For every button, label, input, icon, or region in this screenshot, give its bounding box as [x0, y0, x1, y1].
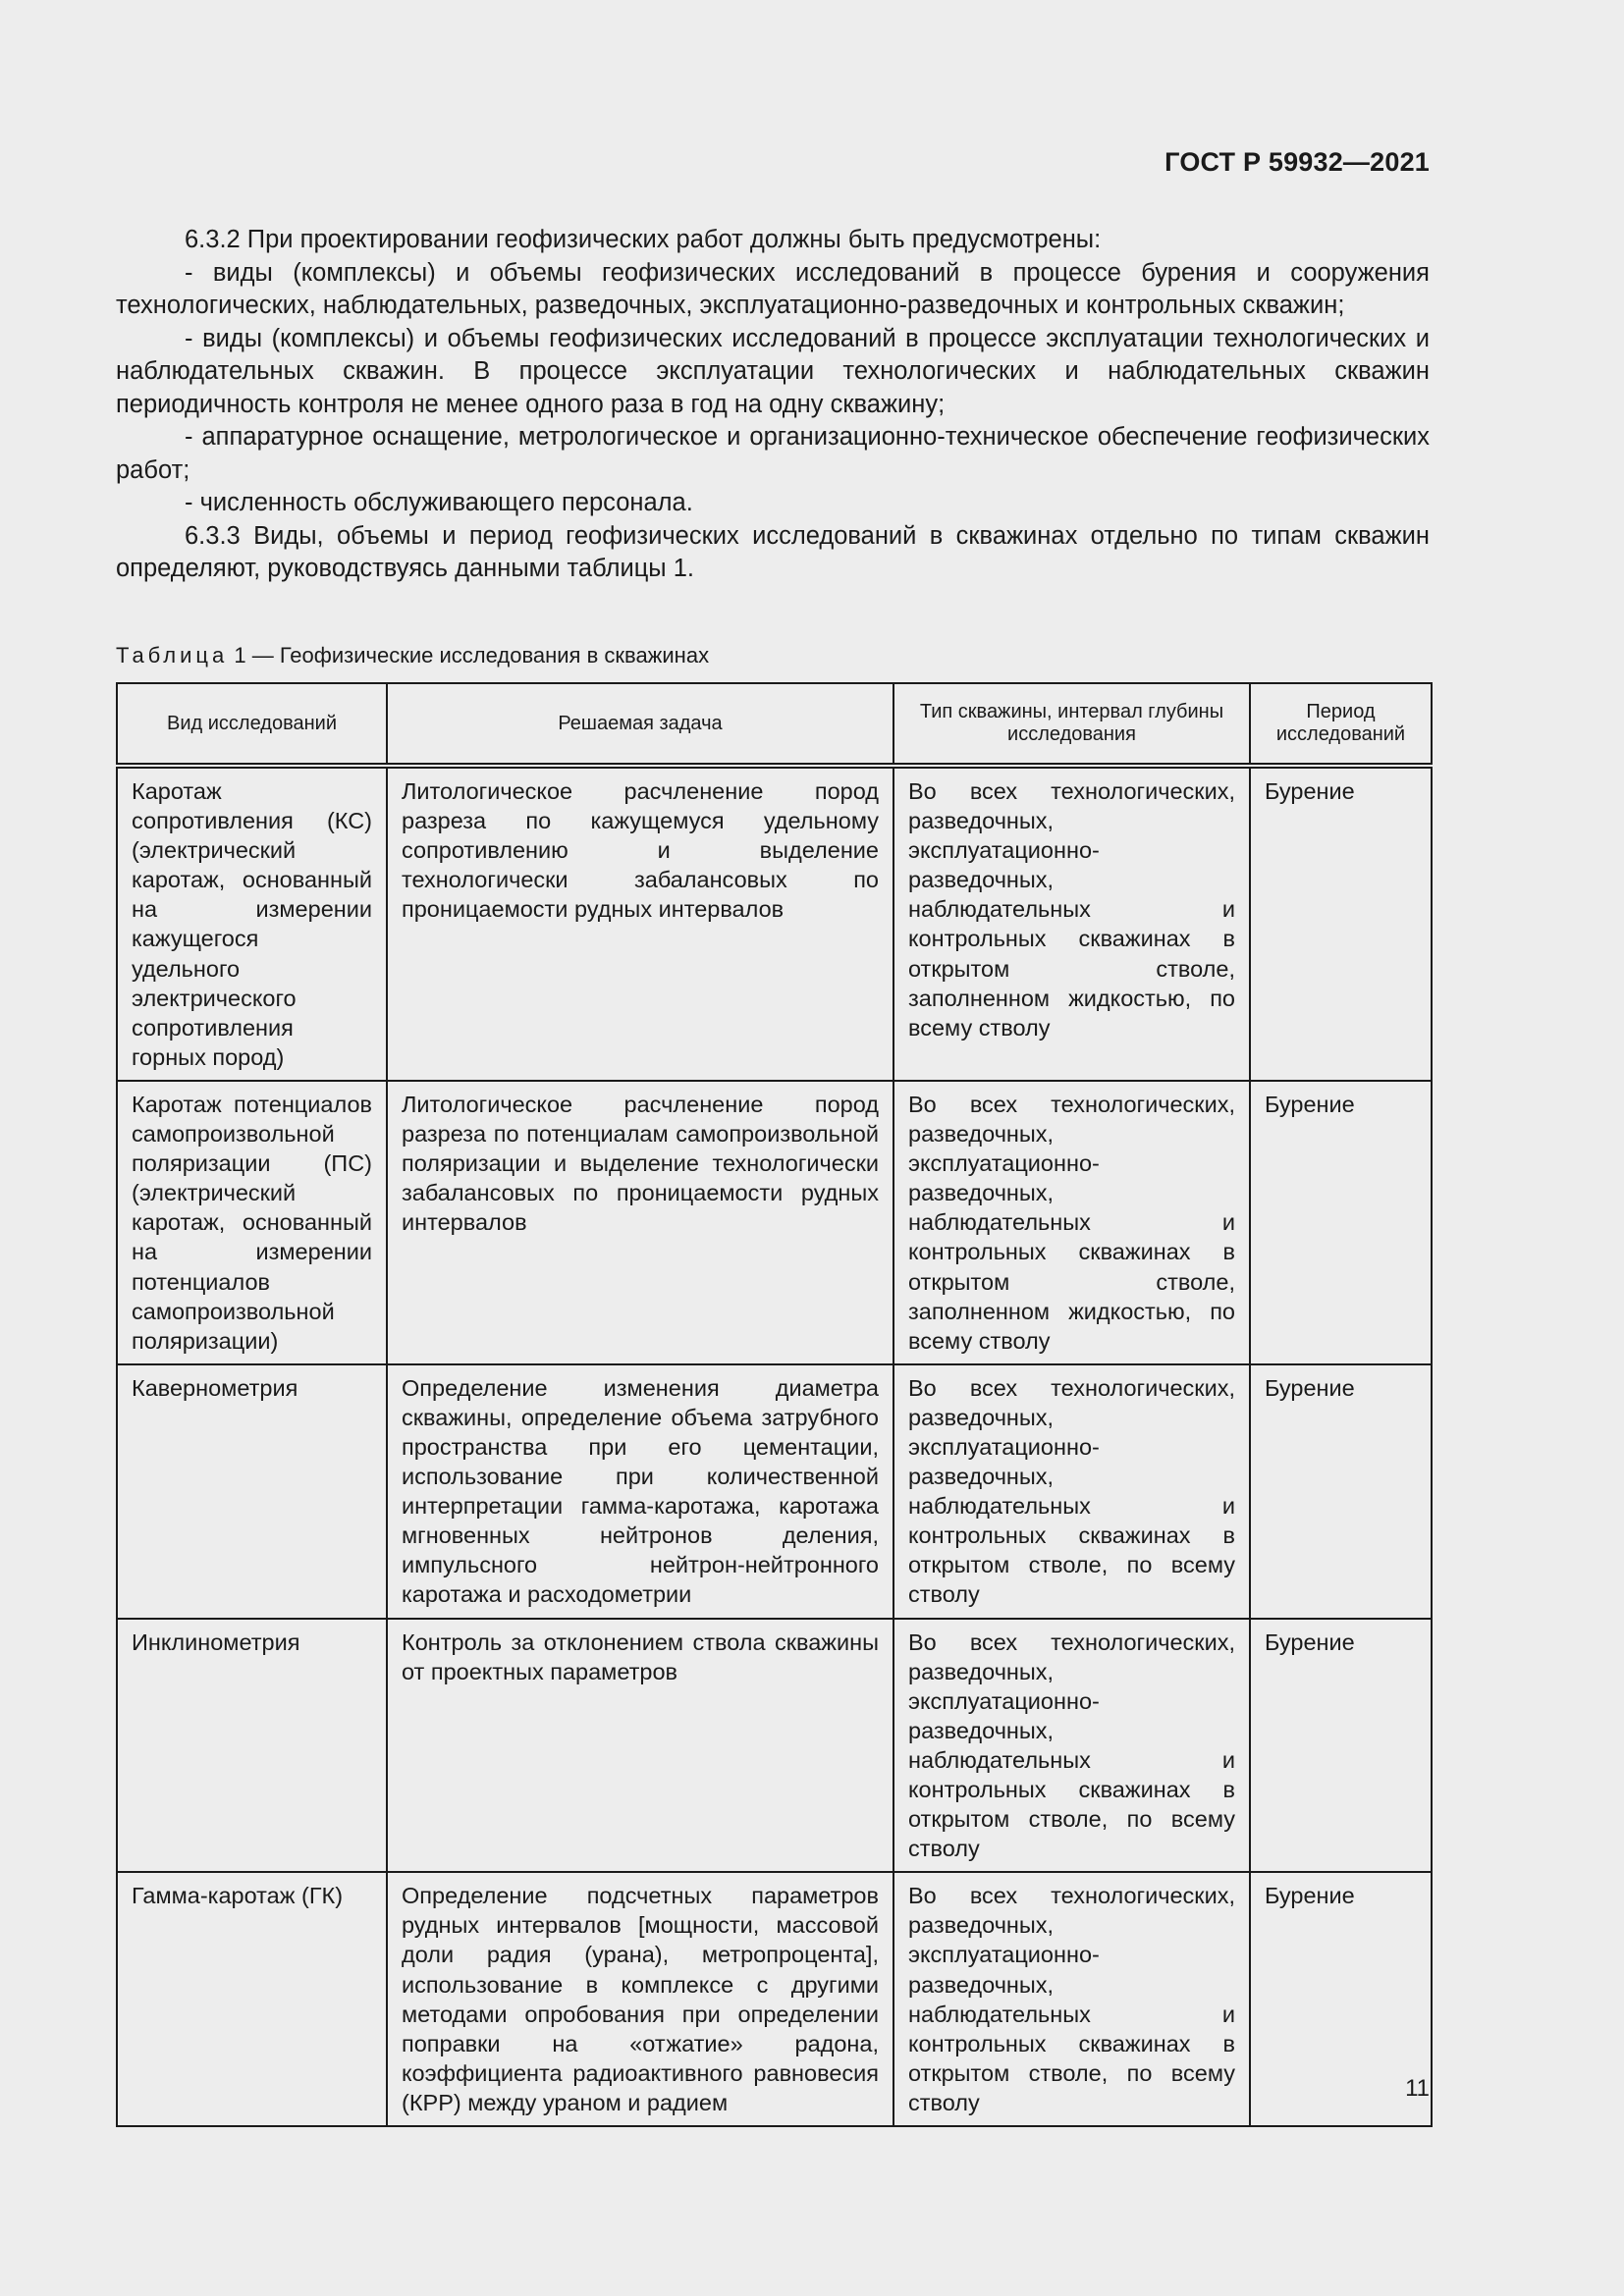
table-row [117, 1081, 1432, 1364]
paragraph: - виды (комплексы) и объемы геофизических исследований в процессе бурения и сооружения технологических, наблюдательных, разведочных, эксплуатационно-разведочных и контрольных скважин; [116, 258, 1430, 319]
body-text [116, 224, 1430, 586]
cell-period: Бурение [1250, 766, 1432, 1081]
cell-task: Литологическое расчленение пород разреза по потенциалам самопроизвольной поляризации и выделение технологически забалансовых по проницаемости рудных интервалов [387, 1081, 893, 1364]
document-code: ГОСТ Р 59932—2021 [1164, 147, 1430, 177]
cell-task: Определение изменения диаметра скважины, определение объема затрубного пространства при его цементации, использование при количественной интерпретации гамма-каротажа, каротажа мгновенных нейтронов деления, импульсного нейтрон-нейтронного каротажа и расходометрии [387, 1364, 893, 1619]
paragraph: 6.3.3 Виды, объемы и период геофизических исследований в скважинах отдельно по типам скважин определяют, руководствуясь данными таблицы 1. [116, 521, 1430, 582]
cell-type: Инклинометрия [117, 1619, 387, 1873]
table-caption [116, 643, 709, 668]
cell-well: Во всех технологических, разведочных, эксплуатационно-разведочных, наблюдательных и контрольных скважинах в открытом стволе, заполненном жидкостью, по всему стволу [893, 766, 1250, 1081]
page-number: 11 [1405, 2075, 1430, 2102]
table-caption-label: Таблица [116, 643, 229, 667]
paragraph: - аппаратурное оснащение, метрологическое и организационно-техническое обеспечение геофизических работ; [116, 423, 1430, 484]
cell-task: Контроль за отклонением ствола скважины от проектных параметров [387, 1619, 893, 1873]
cell-period: Бурение [1250, 1619, 1432, 1873]
cell-task: Определение подсчетных параметров рудных интервалов [мощности, массовой доли радия (урана), метропроцента], использование в комплексе с другими методами опробования при определении поправки на «отжатие» радона, коэффициента радиоактивного равновесия (КРР) между ураном и радием [387, 1872, 893, 2126]
paragraph: - численность обслуживающего персонала. [185, 489, 693, 516]
cell-task: Литологическое расчленение пород разреза по кажущемуся удельному сопротивлению и выделение технологически забалансовых по проницаемости рудных интервалов [387, 766, 893, 1081]
table-caption-text: 1 — Геофизические исследования в скважинах [234, 643, 710, 667]
table-row [117, 1872, 1432, 2126]
cell-type: Кавернометрия [117, 1364, 387, 1619]
cell-period: Бурение [1250, 1872, 1432, 2126]
geophysics-table [116, 682, 1433, 2127]
cell-period: Бурение [1250, 1081, 1432, 1364]
table-row [117, 1619, 1432, 1873]
cell-well: Во всех технологических, разведочных, эксплуатационно-разведочных, наблюдательных и контрольных скважинах в открытом стволе, по всему стволу [893, 1619, 1250, 1873]
cell-type: Каротаж сопротивления (КС) (электрический каротаж, основанный на измерении кажущегося удельного электрического сопротивления горных пород) [117, 766, 387, 1081]
cell-well: Во всех технологических, разведочных, эксплуатационно-разведочных, наблюдательных и контрольных скважинах в открытом стволе, заполненном жидкостью, по всему стволу [893, 1081, 1250, 1364]
column-header-type: Вид исследований [117, 683, 387, 766]
table-row [117, 1364, 1432, 1619]
cell-well: Во всех технологических, разведочных, эксплуатационно-разведочных, наблюдательных и контрольных скважинах в открытом стволе, по всему стволу [893, 1872, 1250, 2126]
cell-well: Во всех технологических, разведочных, эксплуатационно-разведочных, наблюдательных и контрольных скважинах в открытом стволе, по всему стволу [893, 1364, 1250, 1619]
column-header-task: Решаемая задача [387, 683, 893, 766]
paragraph: 6.3.2 При проектировании геофизических работ должны быть предусмотрены: [185, 226, 1102, 253]
cell-type: Каротаж потенциалов самопроизвольной поляризации (ПС) (электрический каротаж, основанный на измерении потенциалов самопроизвольной поляризации) [117, 1081, 387, 1364]
table-row [117, 766, 1432, 1081]
paragraph: - виды (комплексы) и объемы геофизических исследований в процессе эксплуатации технологических и наблюдательных скважин. В процессе эксплуатации технологических и наблюдательных скважин периодичность контроля не менее одного раза в год на одну скважину; [116, 324, 1430, 418]
cell-type: Гамма-каротаж (ГК) [117, 1872, 387, 2126]
table-header-row [117, 683, 1432, 766]
cell-period: Бурение [1250, 1364, 1432, 1619]
column-header-period: Период исследований [1250, 683, 1432, 766]
column-header-well: Тип скважины, интервал глубины исследования [893, 683, 1250, 766]
